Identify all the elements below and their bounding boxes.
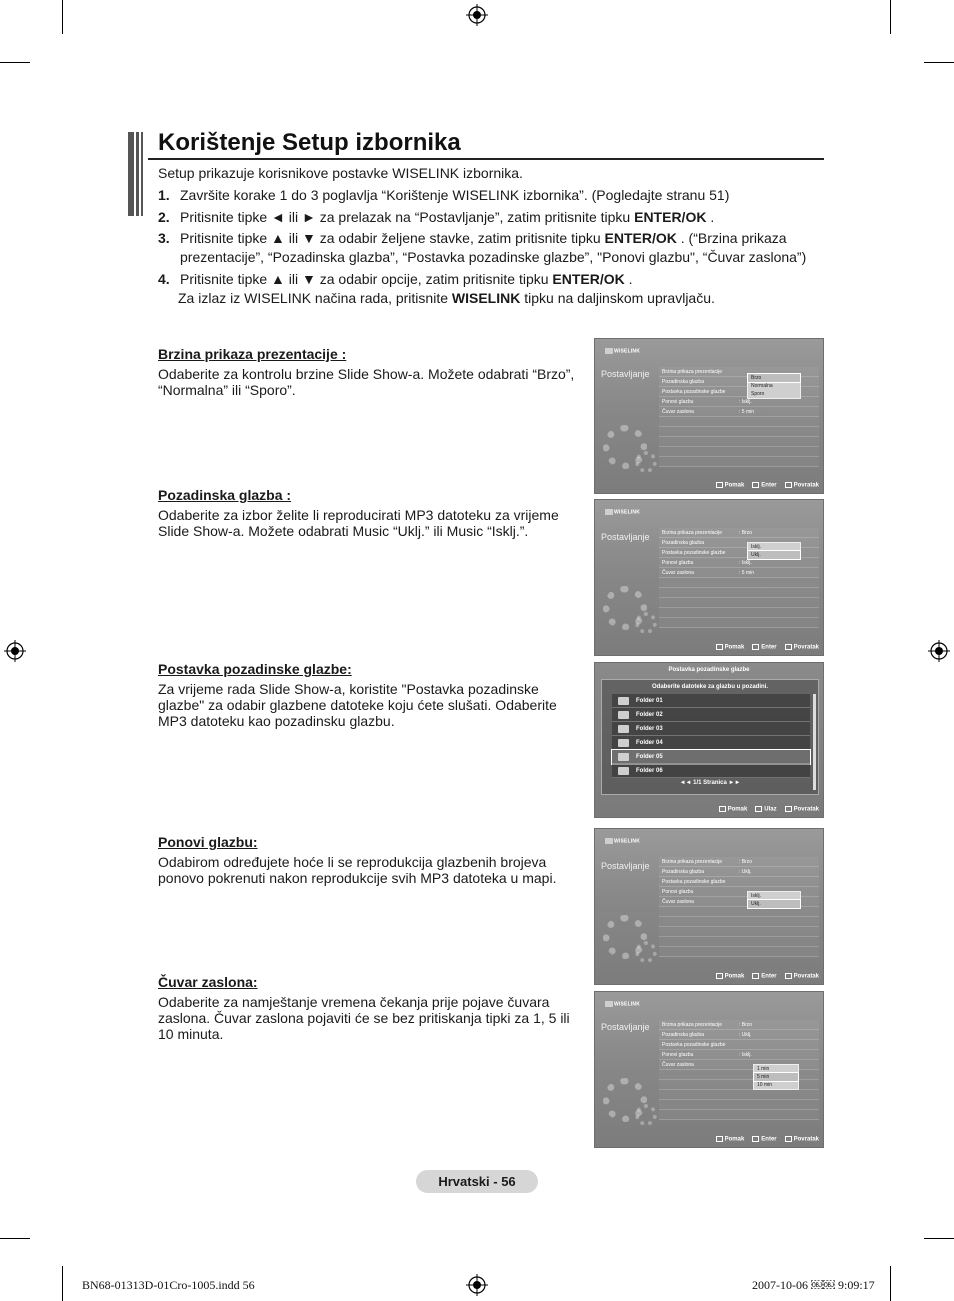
dropdown-option[interactable]: Sporo (751, 391, 765, 397)
dropdown-option[interactable]: Uklj. (748, 900, 800, 908)
osd-row[interactable]: Pozadinska glazba : Uklj. (659, 867, 819, 877)
move-hint: Pomak (716, 973, 745, 980)
osd-row[interactable]: Čuvar zaslona : 5 min (659, 568, 819, 578)
folder-pagination[interactable]: ◄◄ 1/1 Stranica ►► (679, 780, 741, 786)
folder-item[interactable]: Folder 05 (612, 750, 810, 764)
crop-mark (890, 0, 891, 34)
section-repeat-music (158, 834, 584, 886)
registration-mark-icon (466, 1274, 488, 1296)
osd-footer (716, 482, 819, 489)
move-hint: Pomak (716, 1136, 745, 1143)
return-hint: Povratak (785, 1136, 819, 1143)
crop-mark (62, 0, 63, 34)
move-hint: Pomak (719, 806, 748, 813)
osd-screen-slideshow-speed (594, 338, 824, 494)
return-icon (785, 482, 792, 488)
step-1: 1. Završite korake 1 do 3 poglavlja “Korištenje WISELINK izbornika”. (Pogledajte stranu 51) (158, 187, 730, 203)
folder-item[interactable]: Folder 03 (612, 722, 810, 736)
folder-item[interactable]: Folder 06 (612, 764, 810, 778)
return-hint: Povratak (785, 806, 819, 813)
folder-item[interactable]: Folder 02 (612, 708, 810, 722)
dropdown-option[interactable]: Isklj. (751, 893, 761, 899)
osd-footer (719, 806, 819, 813)
enter-icon (755, 806, 762, 812)
osd-row[interactable]: Ponovi glazbu : Isklj. (659, 397, 819, 407)
osd-row[interactable]: Postavka pozadinske glazbe (659, 548, 819, 558)
return-icon (785, 1136, 792, 1142)
gear-icon (635, 1104, 657, 1126)
wiselink-logo: WISELINK (605, 348, 640, 354)
dropdown-option[interactable]: 1 min (757, 1066, 770, 1072)
section-heading: Postavka pozadinske glazbe: (158, 661, 352, 677)
repeat-dropdown[interactable] (747, 891, 801, 909)
speed-dropdown[interactable] (747, 373, 801, 399)
osd-side-title: Postavljanje (601, 861, 650, 871)
updown-icon (716, 973, 723, 979)
osd-row[interactable]: Brzina prikaza prezentacije : Brzo (659, 857, 819, 867)
folder-icon (618, 711, 629, 719)
section-body: Odabirom određujete hoće li se reprodukcija glazbenih brojeva ponovo pokrenuti nakon reprodukcije svih MP3 datoteka u mapi. (158, 854, 557, 886)
updown-icon (716, 644, 723, 650)
folder-screen-title: Postavka pozadinske glazbe (668, 667, 750, 673)
file-slug: BN68-01313D-01Cro-1005.indd 56 (82, 1278, 255, 1292)
osd-row[interactable]: Ponovi glazbu : Isklj. (659, 558, 819, 568)
gear-icon (635, 451, 657, 473)
osd-row[interactable]: Postavka pozadinske glazbe (659, 1040, 819, 1050)
crop-mark (924, 1238, 954, 1239)
folder-icon (618, 753, 629, 761)
section-body: Odaberite za namještanje vremena čekanja prije pojave čuvara zaslona. Čuvar zaslona pojaviti će se bez pritiskanja tipki za 1, 5 ili 10 minuta. (158, 994, 570, 1042)
section-heading: Čuvar zaslona: (158, 974, 258, 990)
osd-row[interactable]: Brzina prikaza prezentacije (659, 367, 819, 377)
registration-mark-icon (4, 640, 26, 662)
folder-icon (618, 767, 629, 775)
crop-mark (890, 1266, 891, 1301)
wiselink-logo: WISELINK (605, 509, 640, 515)
dropdown-option[interactable]: 10 min (757, 1082, 773, 1088)
section-background-music-setting (158, 661, 584, 729)
folder-instruction: Odaberite datoteke za glazbu u pozadini. (651, 684, 768, 690)
scrollbar[interactable] (813, 694, 816, 790)
registration-mark-icon (928, 640, 950, 662)
move-hint: Pomak (716, 482, 745, 489)
osd-side-title: Postavljanje (601, 532, 650, 542)
osd-side-title: Postavljanje (601, 369, 650, 379)
folder-icon (618, 725, 629, 733)
gear-icon (635, 612, 657, 634)
section-body: Za vrijeme rada Slide Show-a, koristite "Postavka pozadinske glazbe" za odabir glazbene datoteke koju ćete slušati. Odaberite MP3 datoteku kao pozadinsku glazbu. (158, 681, 557, 729)
wiselink-logo: WISELINK (605, 1001, 640, 1007)
enter-hint: Enter (752, 1136, 776, 1143)
osd-row[interactable]: Brzina prikaza prezentacije : Brzo (659, 1020, 819, 1030)
return-hint: Povratak (785, 973, 819, 980)
osd-row[interactable]: Pozadinska glazba (659, 538, 819, 548)
enter-hint: Enter (752, 482, 776, 489)
updown-icon (716, 482, 723, 488)
return-icon (785, 973, 792, 979)
exit-note: Za izlaz iz WISELINK načina rada, pritisnite WISELINK tipku na daljinskom upravljaču. (178, 290, 715, 306)
date-slug: 2007-10-06 ￼￼ 9:09:17 (752, 1278, 875, 1292)
return-icon (785, 644, 792, 650)
section-body: Odaberite za kontrolu brzine Slide Show-a. Možete odabrati “Brzo”, “Normalna” ili “Sporo”. (158, 366, 575, 398)
osd-row[interactable]: Ponovi glazbu : Isklj. (659, 1050, 819, 1060)
osd-row[interactable]: Postavka pozadinske glazbe (659, 387, 819, 397)
move-hint: Pomak (716, 644, 745, 651)
dropdown-option[interactable]: Isklj. (751, 544, 761, 550)
section-background-music (158, 487, 584, 539)
step-3: 3. Pritisnite tipke ▲ ili ▼ za odabir željene stavke, zatim pritisnite tipku ENTER/OK . (“Brzina prikaza prezentacije”, “Pozadinska glazba”, “Postavka pozadinske glazbe”, "Ponovi glazbu", “Čuvar zaslona”) (158, 230, 807, 265)
page-title: Korištenje Setup izbornika (158, 129, 461, 156)
enter-icon (752, 644, 759, 650)
enter-hint: Enter (752, 644, 776, 651)
crop-mark (0, 1238, 30, 1239)
osd-screen-repeat-music (594, 828, 824, 985)
folder-item[interactable]: Folder 04 (612, 736, 810, 750)
section-body: Odaberite za izbor želite li reproducirati MP3 datoteku za vrijeme Slide Show-a. Možete odabrati Music “Uklj.” ili Music “Isklj.”. (158, 507, 559, 539)
osd-footer (716, 973, 819, 980)
section-heading: Brzina prikaza prezentacije : (158, 346, 347, 362)
dropdown-option[interactable]: Brzo (748, 374, 800, 382)
return-hint: Povratak (785, 482, 819, 489)
section-heading: Ponovi glazbu: (158, 834, 258, 850)
section-slideshow-speed (158, 346, 584, 398)
dropdown-option[interactable]: 5 min (754, 1073, 798, 1081)
dropdown-option[interactable]: Normalna (751, 383, 773, 389)
music-dropdown[interactable] (747, 542, 801, 560)
return-icon (785, 806, 792, 812)
osd-row[interactable]: Postavka pozadinske glazbe (659, 877, 819, 887)
enter-icon (752, 482, 759, 488)
gear-icon (635, 941, 657, 963)
updown-icon (716, 1136, 723, 1142)
osd-row[interactable]: Pozadinska glazba : Uklj. (659, 1030, 819, 1040)
section-heading: Pozadinska glazba : (158, 487, 292, 503)
osd-screen-screensaver (594, 991, 824, 1148)
osd-row[interactable]: Pozadinska glazba (659, 377, 819, 387)
section-screensaver (158, 974, 584, 1042)
crop-mark (62, 1266, 63, 1301)
osd-row[interactable]: Čuvar zaslona (659, 1060, 819, 1070)
osd-side-title: Postavljanje (601, 1022, 650, 1032)
enter-icon (752, 1136, 759, 1142)
osd-footer (716, 644, 819, 651)
folder-icon (618, 739, 629, 747)
wiselink-logo: WISELINK (605, 838, 640, 844)
osd-footer (716, 1136, 819, 1143)
title-rule (148, 158, 824, 160)
osd-row[interactable]: Čuvar zaslona (659, 897, 819, 907)
enter-hint: Ulaz (755, 806, 776, 813)
registration-mark-icon (466, 4, 488, 26)
osd-row[interactable]: Ponovi glazbu (659, 887, 819, 897)
osd-row[interactable]: Brzina prikaza prezentacije : Brzo (659, 528, 819, 538)
folder-panel (601, 679, 819, 795)
crop-mark (0, 62, 30, 63)
return-hint: Povratak (785, 644, 819, 651)
step-2: 2. Pritisnite tipke ◄ ili ► za prelazak na “Postavljanje”, zatim pritisnite tipku ENTER/OK . (158, 209, 715, 225)
enter-hint: Enter (752, 973, 776, 980)
title-accent-bar (128, 132, 146, 216)
screensaver-dropdown[interactable] (753, 1064, 799, 1090)
folder-icon (618, 697, 629, 705)
page-number-badge: Hrvatski - 56 (416, 1170, 538, 1193)
crop-mark (924, 62, 954, 63)
folder-item[interactable]: Folder 01 (612, 694, 810, 708)
osd-screen-background-music (594, 499, 824, 656)
step-4: 4. Pritisnite tipke ▲ ili ▼ za odabir opcije, zatim pritisnite tipku ENTER/OK . (158, 271, 633, 287)
updown-icon (719, 806, 726, 812)
intro-text: Setup prikazuje korisnikove postavke WISELINK izbornika. (158, 165, 523, 181)
osd-screen-folder-select (594, 662, 824, 818)
enter-icon (752, 973, 759, 979)
dropdown-option[interactable]: Uklj. (748, 551, 800, 559)
osd-row[interactable]: Čuvar zaslona : 5 min (659, 407, 819, 417)
